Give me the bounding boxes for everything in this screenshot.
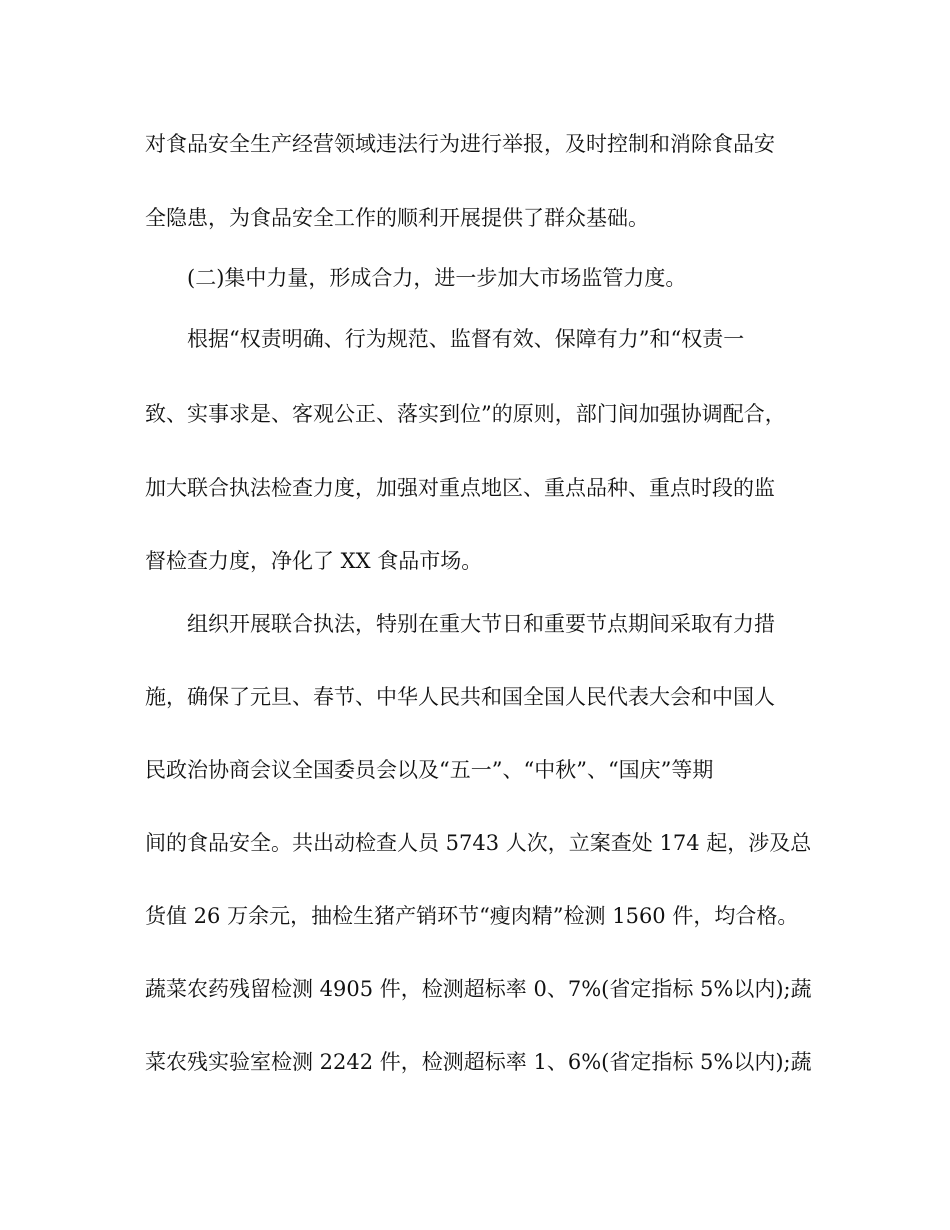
- paragraph-line: 施，确保了元旦、春节、中华人民共和国全国人民代表大会和中国人: [145, 685, 775, 709]
- paragraph-line: 民政治协商会议全国委员会以及“五一”、“中秋”、“国庆”等期: [145, 758, 714, 782]
- paragraph-line: 组织开展联合执法，特别在重大节日和重要节点期间采取有力措: [187, 612, 775, 636]
- paragraph-line: 对食品安全生产经营领域违法行为进行举报，及时控制和消除食品安: [145, 132, 775, 156]
- paragraph-line: 菜农残实验室检测 2242 件，检测超标率 1、6%(省定指标 5%以内);蔬: [145, 1050, 812, 1074]
- paragraph-line: 间的食品安全。共出动检查人员 5743 人次，立案查处 174 起，涉及总: [145, 831, 812, 855]
- section-heading: (二)集中力量，形成合力，进一步加大市场监管力度。: [187, 266, 687, 290]
- paragraph-line: 蔬菜农药残留检测 4905 件，检测超标率 0、7%(省定指标 5%以内);蔬: [145, 977, 812, 1001]
- paragraph-line: 督检查力度，净化了 XX 食品市场。: [145, 549, 483, 573]
- paragraph-line: 全隐患，为食品安全工作的顺利开展提供了群众基础。: [145, 206, 649, 230]
- paragraph-line: 根据“权责明确、行为规范、监督有效、保障有力”和“权责一: [187, 327, 745, 351]
- paragraph-line: 加大联合执法检查力度，加强对重点地区、重点品种、重点时段的监: [145, 476, 775, 500]
- paragraph-line: 货值 26 万余元，抽检生猪产销环节“瘦肉精”检测 1560 件，均合格。: [145, 904, 799, 928]
- paragraph-line: 致、实事求是、客观公正、落实到位”的原则，部门间加强协调配合，: [145, 402, 786, 426]
